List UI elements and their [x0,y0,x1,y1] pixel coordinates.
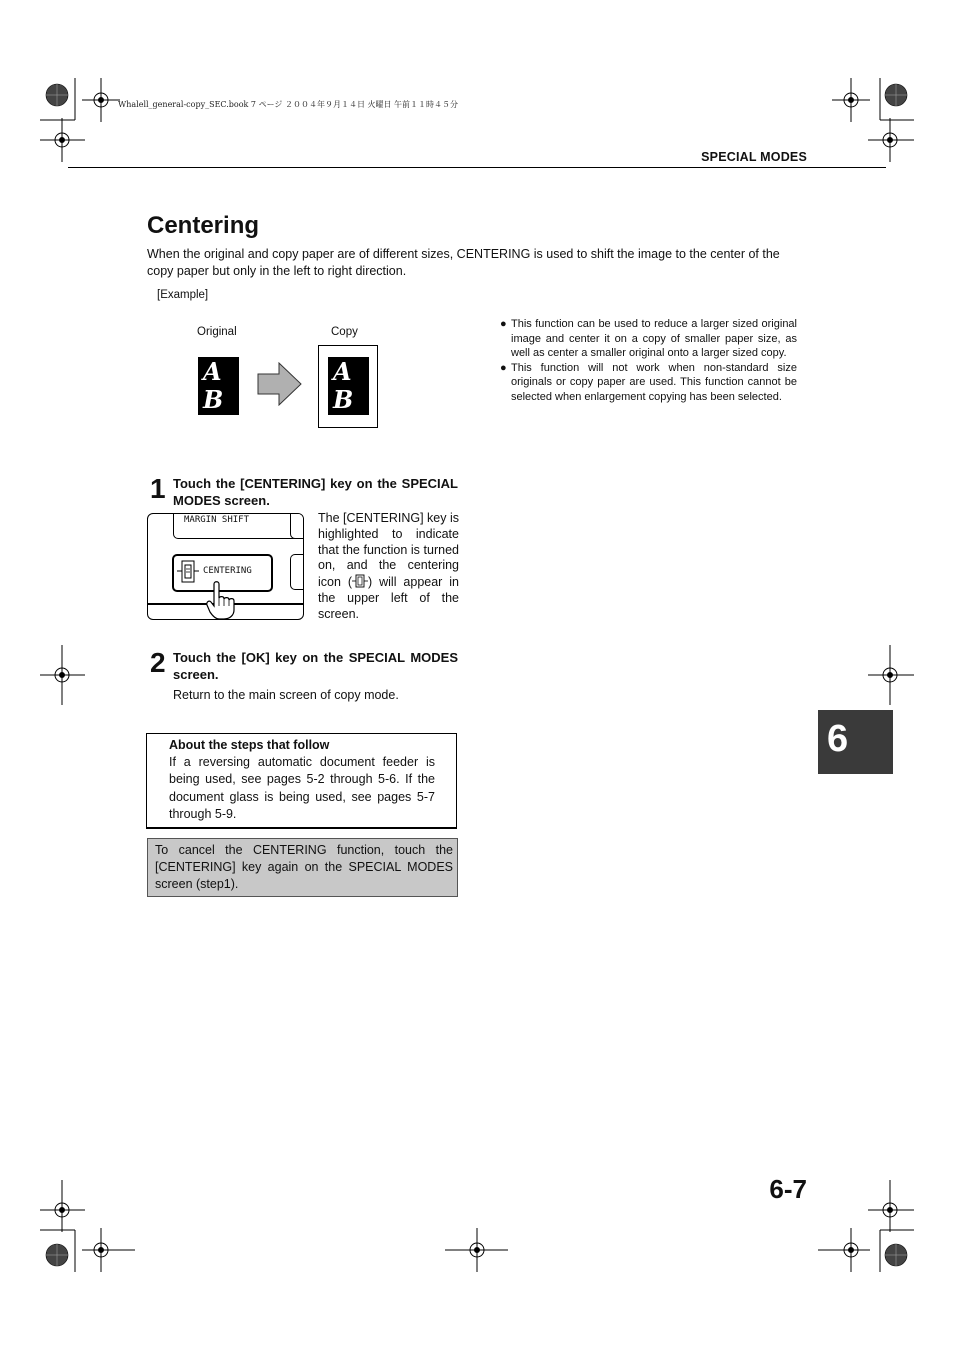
copy-card [328,357,369,415]
card-letter-b: B [203,385,224,414]
page-title: Centering [147,212,260,239]
file-header: Whalell_general-copy_SEC.book 7 ページ ２００４年９月１４日 火曜日 午前１１時４５分 [118,100,459,109]
section-title: SPECIAL MODES [701,150,807,164]
original-card [198,357,239,415]
bullet-icon: ● [500,318,507,330]
centering-icon [352,574,368,588]
chapter-tab [818,710,893,774]
margin-shift-button[interactable]: MARGIN SHIFT [173,513,304,539]
step-2-title: Touch the [OK] key on the SPECIAL MODES screen. [173,650,458,682]
example-label: [Example] [157,289,209,301]
step-1-description: The [CENTERING] key is highlighted to indicate that the function is turned on, and the centering icon ( ) will appear in the upper left of the screen. [318,511,459,621]
hand-pointer-icon [206,580,242,620]
notes-list [500,317,797,405]
step-2-description: Return to the main screen of copy mode. [173,688,399,702]
step-1-number: 1 [150,473,166,504]
card-letter-a: A [333,357,352,386]
step-1-title: Touch the [CENTERING] key on the SPECIAL MODES screen. [173,476,458,508]
cancel-note-box [147,838,458,897]
step-2-number: 2 [150,647,166,678]
centering-icon [177,559,199,585]
centering-button[interactable]: CENTERING [172,554,273,592]
header-rule [68,167,886,168]
note-item: ● This function can be used to reduce a larger sized original image and center it on a copy of smaller paper size, as well as center a smaller original onto a larger sized copy. [500,318,797,360]
arrow-right-icon [257,362,303,406]
bullet-icon: ● [500,361,507,374]
adjacent-button[interactable] [290,513,304,539]
copy-label: Copy [331,326,358,338]
info-box-title: About the steps that follow [169,738,330,752]
page-number: 6-7 [769,1174,807,1204]
intro-paragraph: When the original and copy paper are of different sizes, CENTERING is used to shift the image to the center of the copy paper but only in the left to right direction. [147,247,780,278]
card-letter-b: B [333,385,354,414]
special-modes-screen [147,513,304,620]
chapter-number: 6 [827,718,849,760]
cancel-note-text: To cancel the CENTERING function, touch the [CENTERING] key again on the SPECIAL MODES screen (step1). [155,843,453,891]
original-label: Original [197,326,237,338]
adjacent-button[interactable] [290,554,304,590]
note-item: ● This function will not work when non-standard size originals or copy paper are used. This function cannot be selected when enlargement copying has been selected. [500,361,797,403]
info-box-body: If a reversing automatic document feeder is being used, see pages 5-2 through 5-6. If the document glass is being used, see pages 5-7 through 5-9. [169,755,435,821]
card-letter-a: A [203,357,222,386]
info-box [146,733,457,829]
